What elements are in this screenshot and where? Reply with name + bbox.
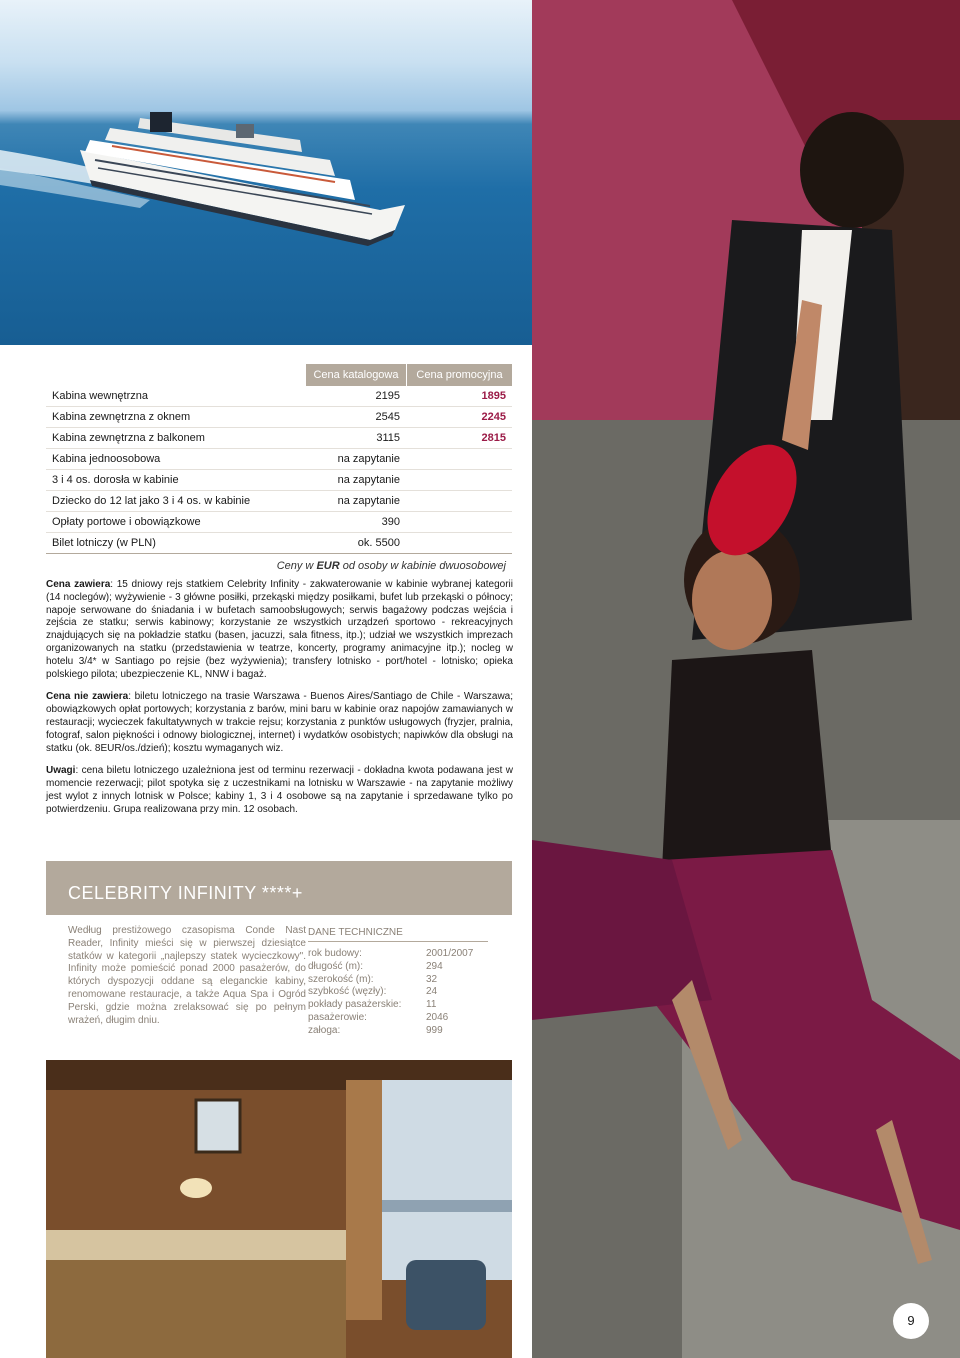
table-row (46, 533, 512, 554)
cruise-ship-photo (0, 0, 532, 345)
price-table-header (46, 364, 512, 386)
includes-paragraph (46, 579, 513, 681)
tango-dancers-illustration (532, 0, 960, 1358)
cabin-photo (46, 1060, 512, 1358)
row-label: Kabina zewnętrzna z balkonem (52, 432, 205, 444)
tech-value: 2046 (426, 1011, 449, 1023)
cruise-ship-illustration (0, 0, 532, 345)
excludes-label: Cena nie zawiera (46, 691, 129, 703)
price-table (46, 364, 512, 572)
table-row (46, 491, 512, 512)
notes-label: Uwagi (46, 765, 76, 777)
tech-row (308, 1012, 508, 1025)
catalog-price: 2545 (375, 411, 400, 423)
tech-row (308, 961, 508, 974)
tech-value: 2001/2007 (426, 948, 474, 959)
catalog-price: na zapytanie (337, 495, 400, 507)
row-label: 3 i 4 os. dorosła w kabinie (52, 474, 179, 486)
tango-dancers-photo (532, 0, 960, 1358)
tech-key: pokłady pasażerskie: (308, 999, 402, 1011)
catalog-price: na zapytanie (337, 453, 400, 465)
price-note (46, 560, 512, 572)
promo-price: 2815 (481, 432, 506, 444)
cabin-illustration (46, 1060, 512, 1358)
price-note-post: od osoby w kabinie dwuosobowej (339, 560, 506, 572)
notes-paragraph (46, 765, 513, 816)
includes-text: : 15 dniowy rejs statkiem Celebrity Infinity - zakwaterowanie w kabinie wybranej kategorii (14 noclegów); wyżywienie - 3 główne posiłki, przekąski między posiłkami, bufet lub przekąski o północy; napoje serwowane do śniadania i w bufetach samoobsługowych; serwis bagażowy podczas wejścia i zejścia ze statku; serwis kabinowy; korzystanie ze wszystkich urządzeń sportowo - rekreacyjnych znajdujących się na pokładzie statku (basen, jacuzzi, sala fitness, itp.); udział we wszystkich imprezach organizowanych na statku (przedstawienia w teatrze, koncerty, programy animacyjne itp.); nocleg w hotelu 3/4* w Santiago po rejsie (bez wyżywienia); transfery lotnisko - port/hotel - lotnisko; opieka polskiego pilota; ubezpieczenie KL, NNW i bagaż. (46, 579, 513, 680)
tech-key: długość (m): (308, 960, 364, 972)
tech-key: szybkość (węzły): (308, 986, 387, 998)
row-label: Kabina wewnętrzna (52, 390, 149, 402)
tech-key: załoga: (308, 1024, 341, 1036)
catalog-price: ok. 5500 (357, 537, 400, 549)
tech-row (308, 1025, 508, 1038)
table-row (46, 407, 512, 428)
page-number: 9 (893, 1303, 929, 1339)
table-row (46, 386, 512, 407)
tech-row (308, 974, 508, 987)
table-row (46, 512, 512, 533)
tech-row (308, 999, 508, 1012)
notes-text: : cena biletu lotniczego uzależniona jest od terminu rezerwacji - dokładna kwota podawana jest w momencie rezerwacji; pilot spotyka się z uczestnikami na lotnisku w Warszawie - na zapytanie możliwy jest wylot z innych lotnisk w Polsce; kabiny 1, 3 i 4 osobowe są na zapytanie i sprzedawane tylko po potwierdzeniu. Grupa realizowana przy min. 12 osobach. (46, 765, 513, 815)
row-label: Kabina zewnętrzna z oknem (52, 411, 191, 423)
ship-banner (46, 861, 512, 915)
catalog-price: 2195 (375, 390, 400, 402)
promo-price: 2245 (481, 411, 506, 423)
tech-value: 294 (426, 960, 443, 972)
promo-price-header: Cena promocyjna (407, 364, 512, 386)
ship-info-box (46, 861, 512, 1043)
price-note-currency: EUR (316, 560, 340, 572)
row-label: Opłaty portowe i obowiązkowe (52, 516, 201, 528)
catalog-price: na zapytanie (337, 474, 400, 486)
catalog-price-header: Cena katalogowa (306, 364, 406, 386)
catalog-price: 3115 (376, 432, 400, 444)
tech-value: 24 (426, 986, 438, 998)
tech-data-list (308, 948, 508, 1038)
tech-data-title: DANE TECHNICZNE (308, 927, 488, 942)
tech-row (308, 986, 508, 999)
excludes-paragraph (46, 691, 513, 755)
tech-row (308, 948, 508, 961)
table-row (46, 449, 512, 470)
tech-value: 32 (426, 973, 438, 985)
price-note-pre: Ceny w (276, 560, 317, 572)
row-label: Bilet lotniczy (w PLN) (52, 537, 156, 549)
ship-title: CELEBRITY INFINITY ****+ (68, 883, 303, 903)
row-label: Dziecko do 12 lat jako 3 i 4 os. w kabinie (52, 495, 251, 507)
table-row (46, 470, 512, 491)
row-label: Kabina jednoosobowa (52, 453, 161, 465)
promo-price: 1895 (481, 390, 506, 402)
includes-label: Cena zawiera (46, 579, 111, 590)
tech-key: szerokość (m): (308, 973, 374, 985)
tech-key: pasażerowie: (308, 1011, 367, 1023)
tech-value: 999 (426, 1024, 443, 1036)
table-row (46, 428, 512, 449)
offer-details (46, 579, 513, 827)
excludes-text: : biletu lotniczego na trasie Warszawa - Buenos Aires/Santiago de Chile - Warszawa; obowiązkowych opłat portowych; korzystania z barów, mini baru w kabinie oraz napojów zamawianych w restauracji; wycieczek fakultatywnych w trakcie rejsu; korzystania z punktów usługowych (fryzjer, pralnia, fotograf, salon piękności i odnowy biologicznej, internet) i wydatków osobistych; napiwków dla obsługi na statku (ok. 8EUR/os./dzień); kosztu wymaganych wiz. (46, 691, 514, 754)
tech-value: 11 (426, 999, 437, 1011)
ship-description: Według prestiżowego czasopisma Conde Nast Reader, Infinity mieści się w pierwszej dziesiątce statków w kategorii „najlepszy statek wycieczkowy". Infinity może pomieścić ponad 2000 pasażerów, do których dyspozycji oddane są eleganckie kabiny, renomowane restauracje, a także Aqua Spa i Ogród Perski, gdzie można zrelaksować się po pełnym wrażeń, długim dniu. (68, 925, 306, 1026)
tech-key: rok budowy: (308, 948, 362, 959)
catalog-price: 390 (381, 516, 400, 528)
